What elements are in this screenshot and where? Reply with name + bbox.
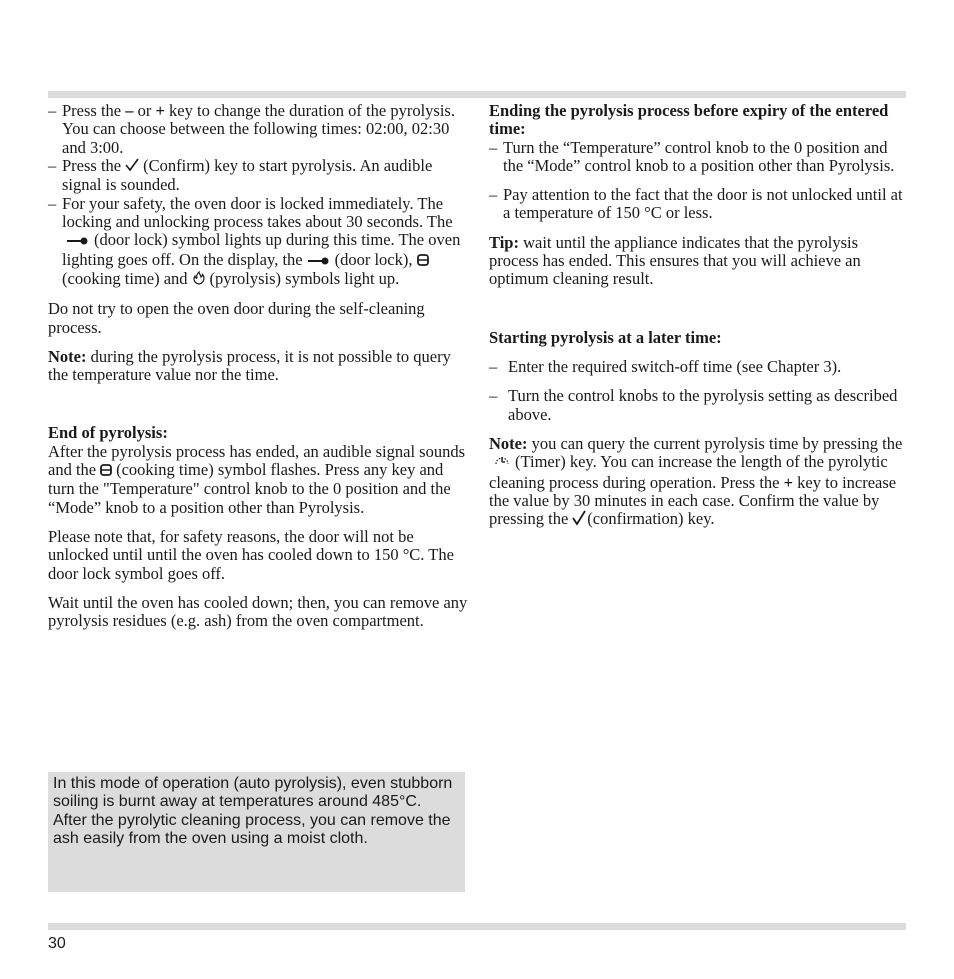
top-divider-bar bbox=[48, 91, 906, 98]
heading-end-of-pyrolysis: End of pyrolysis: bbox=[48, 423, 168, 443]
page-number: 30 bbox=[48, 935, 66, 952]
info-box-line2: After the pyrolytic cleaning process, you can remove the ash easily from the oven using a moist cloth. bbox=[53, 811, 451, 847]
paragraph-do-not-open: Do not try to open the oven door during the self-cleaning process. bbox=[48, 299, 425, 337]
confirm-check-icon bbox=[125, 158, 139, 176]
minus-key-symbol: – bbox=[125, 101, 134, 120]
bullet-door-temperature: – Pay attention to the fact that the door is not unlocked until at a temperature of 150 °C or less. bbox=[489, 186, 909, 223]
cooking-time-icon bbox=[100, 462, 112, 480]
paragraph-note-timer: Note: you can query the current pyrolysis time by pressing the(Timer) key. You can increase the length of the pyrolytic cleaning process during operation. Press the + key to increase the value by 30 minutes in each case. Confirm the value by pressing the (confirmation) key. bbox=[489, 435, 909, 531]
paragraph-tip: Tip: wait until the appliance indicates that the pyrolysis process has ended. This ensures that you will achieve an optimum cleaning result. bbox=[489, 232, 861, 289]
paragraph-note: Note: during the pyrolysis process, it is not possible to query the temperature value nor the time. bbox=[48, 346, 451, 385]
bullet-change-duration: – Press the – or + key to change the duration of the pyrolysis. You can choose between the following times: 02:00, 02:30 and 3:00. bbox=[48, 102, 468, 157]
cooking-time-icon bbox=[417, 252, 429, 270]
info-box bbox=[48, 772, 465, 892]
door-lock-icon bbox=[307, 252, 331, 270]
paragraph-wait: Wait until the oven has cooled down; then, you can remove any pyrolysis residues (e.g. ash) from the oven compartment. bbox=[48, 592, 468, 631]
info-box-line1: In this mode of operation (auto pyrolysis), even stubborn soiling is burnt away at temperatures around 485°C. bbox=[53, 775, 453, 811]
confirm-check-icon bbox=[572, 510, 586, 530]
bullet-turn-knobs: – Turn the “Temperature” control knob to the 0 position and the “Mode” control knob to a position other than Pyrolysis. bbox=[489, 139, 909, 176]
bullet-pyrolysis-setting: – Turn the control knobs to the pyrolysis setting as described above. bbox=[489, 387, 909, 424]
heading-ending-early: Ending the pyrolysis process before expiry of the entered time: bbox=[489, 101, 889, 139]
plus-key-symbol: + bbox=[783, 472, 794, 492]
paragraph-safety: Please note that, for safety reasons, the door will not be unlocked until until the oven has cooled down to 150 °C. The door lock symbol goes off. bbox=[48, 526, 454, 583]
heading-later-time: Starting pyrolysis at a later time: bbox=[489, 327, 722, 347]
bullet-start-pyrolysis: – Press the (Confirm) key to start pyrolysis. An audible signal is sounded. bbox=[48, 157, 468, 195]
pyrolysis-flame-icon bbox=[192, 271, 206, 289]
left-column bbox=[48, 102, 468, 630]
bullet-door-locked: – For your safety, the oven door is locked immediately. The locking and unlocking process takes about 30 seconds. The(door lock) symbol lights up during this time. The oven lighting goes off. On the display, the (door lock),(cooking time) and (pyrolysis) symbols light up. bbox=[48, 195, 468, 290]
timer-icon bbox=[493, 453, 511, 473]
plus-key-symbol: + bbox=[155, 101, 165, 120]
paragraph-end-of-pyrolysis: After the pyrolysis process has ended, an audible signal sounds and the (cooking time) symbol flashes. Press any key and turn the "Temperature" control knob to the 0 position and the “Mode” knob to a position other than Pyrolysis. bbox=[48, 441, 465, 517]
bottom-divider-bar bbox=[48, 923, 906, 930]
door-lock-icon bbox=[66, 232, 90, 250]
bullet-switch-off-time: – Enter the required switch-off time (see Chapter 3). bbox=[489, 358, 909, 376]
right-column bbox=[489, 102, 909, 530]
